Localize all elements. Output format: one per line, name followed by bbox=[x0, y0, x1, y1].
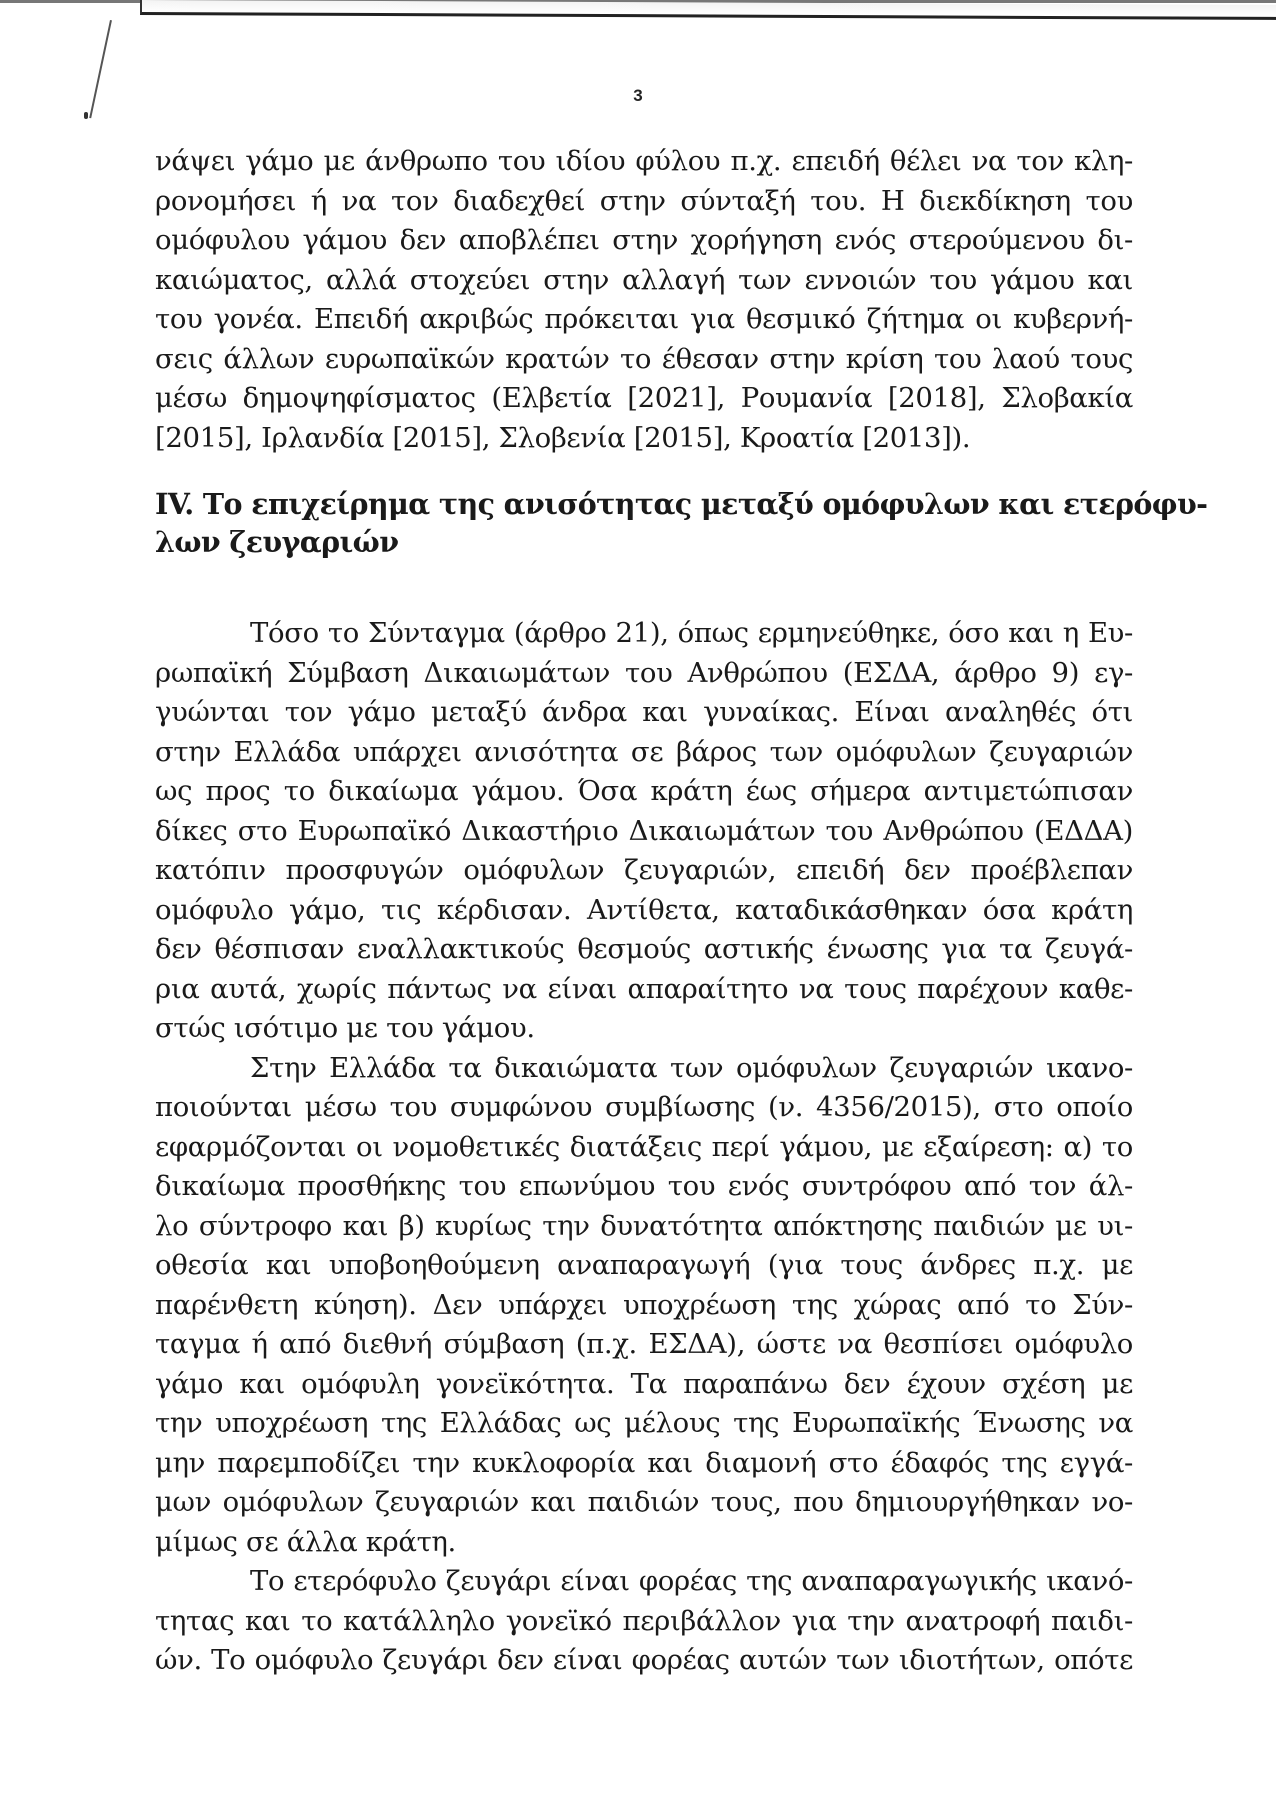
heading-line: λων ζευγαριών bbox=[155, 525, 399, 559]
heading-line: IV. Το επιχείρημα της ανισότητας μεταξύ ομόφυλων και ετερόφυ- bbox=[155, 487, 1208, 521]
text-line: ρονομήσει ή να τον διαδεχθεί στην σύνταξή του. Η διεκδίκηση του bbox=[155, 184, 1133, 217]
text-line: δεν θέσπισαν εναλλακτικούς θεσμούς αστικής ένωσης για τα ζευγά- bbox=[155, 933, 1133, 965]
text-line: κατόπιν προσφυγών ομόφυλων ζευγαριών, επειδή δεν προέβλεπαν bbox=[155, 854, 1133, 886]
text-line: ών. Το ομόφυλο ζευγάρι δεν είναι φορέας αυτών των ιδιοτήτων, οπότε bbox=[155, 1644, 1133, 1676]
text-line: ρια αυτά, χωρίς πάντως να είναι απαραίτητο να τους παρέχουν καθε- bbox=[155, 972, 1133, 1005]
text-line: δικαίωμα προσθήκης του επωνύμου του ενός συντρόφου από τον άλ- bbox=[155, 1170, 1133, 1202]
text-line: μέσω δημοψηφίσματος (Ελβετία [2021], Ρουμανία [2018], Σλοβακία bbox=[155, 382, 1133, 414]
paragraph-heterosexual-couple bbox=[155, 1562, 1133, 1681]
text-line: δίκες στο Ευρωπαϊκό Δικαστήριο Δικαιωμάτων του Ανθρώπου (ΕΔΔΑ) bbox=[155, 814, 1133, 847]
text-line: στώς ισότιμο με του γάμου. bbox=[155, 1012, 535, 1044]
text-line: ποιούνται μέσω του συμφώνου συμβίωσης (ν. 4356/2015), στο οποίο bbox=[155, 1091, 1133, 1123]
paragraph-continuation bbox=[155, 142, 1133, 458]
text-line: γυώνται τον γάμο μεταξύ άνδρα και γυναίκας. Είναι αναληθές ότι bbox=[155, 696, 1133, 728]
text-line: νάψει γάμο με άνθρωπο του ιδίου φύλου π.χ. επειδή θέλει να τον κλη- bbox=[155, 145, 1133, 177]
text-line: ρωπαϊκή Σύμβαση Δικαιωμάτων του Ανθρώπου (ΕΣΔΑ, άρθρο 9) εγ- bbox=[155, 656, 1133, 689]
document-body bbox=[155, 142, 1208, 1681]
text-line: παρένθετη κύηση). Δεν υπάρχει υποχρέωση της χώρας από το Σύν- bbox=[155, 1288, 1133, 1321]
text-line: Τόσο το Σύνταγμα (άρθρο 21), όπως ερμηνεύθηκε, όσο και η Ευ- bbox=[250, 617, 1133, 649]
text-line: ως προς το δικαίωμα γάμου. Όσα κράτη έως σήμερα αντιμετώπισαν bbox=[155, 775, 1133, 807]
text-line: καιώματος, αλλά στοχεύει στην αλλαγή των εννοιών του γάμου και bbox=[155, 263, 1133, 296]
text-line: οθεσία και υποβοηθούμενη αναπαραγωγή (για τους άνδρες π.χ. με bbox=[155, 1249, 1133, 1281]
text-line: ομόφυλου γάμου δεν αποβλέπει στην χορήγηση ενός στερούμενου δι- bbox=[155, 224, 1133, 256]
text-line: σεις άλλων ευρωπαϊκών κρατών το έθεσαν στην κρίση του λαού τους bbox=[155, 342, 1133, 375]
scan-margin-mark bbox=[84, 112, 88, 119]
section-heading bbox=[155, 485, 1208, 561]
text-line: ομόφυλο γάμο, τις κέρδισαν. Αντίθετα, καταδικάσθηκαν όσα κράτη bbox=[155, 893, 1133, 926]
text-line: Το ετερόφυλο ζευγάρι είναι φορέας της αναπαραγωγικής ικανό- bbox=[250, 1565, 1133, 1597]
text-line: γάμο και ομόφυλη γονεϊκότητα. Τα παραπάνω δεν έχουν σχέση με bbox=[155, 1367, 1133, 1400]
text-line: ταγμα ή από διεθνή σύμβαση (π.χ. ΕΣΔΑ), ώστε να θεσπίσει ομόφυλο bbox=[155, 1328, 1133, 1360]
text-line: λο σύντροφο και β) κυρίως την δυνατότητα απόκτησης παιδιών με υι- bbox=[155, 1209, 1133, 1242]
text-line: μων ομόφυλων ζευγαριών και παιδιών τους, που δημιουργήθηκαν νο- bbox=[155, 1486, 1133, 1518]
text-line: την υποχρέωση της Ελλάδας ως μέλους της Ευρωπαϊκής Ένωσης να bbox=[155, 1407, 1133, 1439]
text-line: στην Ελλάδα υπάρχει ανισότητα σε βάρος των ομόφυλων ζευγαριών bbox=[155, 735, 1133, 768]
paragraph-cohabitation-agreement bbox=[155, 1049, 1133, 1563]
text-line: εφαρμόζονται οι νομοθετικές διατάξεις περί γάμου, με εξαίρεση: α) το bbox=[155, 1130, 1133, 1163]
text-line: τητας και το κατάλληλο γονεϊκό περιβάλλον για την ανατροφή παιδι- bbox=[155, 1604, 1133, 1637]
text-line: μην παρεμποδίζει την κυκλοφορία και διαμονή στο έδαφός της εγγά- bbox=[155, 1446, 1133, 1479]
text-line: Στην Ελλάδα τα δικαιώματα των ομόφυλων ζευγαριών ικανο- bbox=[250, 1051, 1133, 1084]
paragraph-constitution bbox=[155, 614, 1133, 1049]
text-line: μίμως σε άλλα κράτη. bbox=[155, 1525, 456, 1558]
page-number: 3 bbox=[633, 86, 643, 105]
text-line: του γονέα. Επειδή ακριβώς πρόκειται για θεσμικό ζήτημα οι κυβερνή- bbox=[155, 303, 1133, 335]
text-line: [2015], Ιρλανδία [2015], Σλοβενία [2015], Κροατία [2013]). bbox=[155, 421, 971, 454]
